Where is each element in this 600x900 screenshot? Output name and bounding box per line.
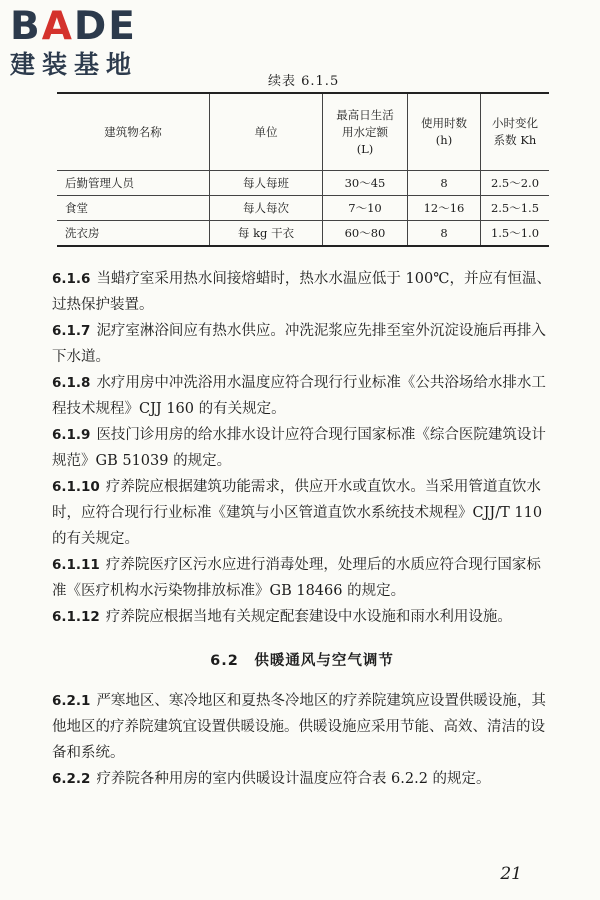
clause [52,688,552,766]
header-line: (L) [356,141,374,156]
clause [52,266,552,318]
building-name-cell: 洗衣房 [57,221,210,247]
clause [52,318,552,370]
clause-text: 疗养院应根据当地有关规定配套建设中水设施和雨水利用设施。 [105,609,512,625]
clause-text: 当蜡疗室采用热水间接熔蜡时，热水水温应低于 100℃，并应有恒温、过热保护装置。 [52,271,551,313]
logo-subtitle: 建装基地 [10,50,139,79]
clause-number: 6.1.9 [52,427,91,443]
header-line: 小时变化 [492,116,538,130]
building-name-cell: 食堂 [57,196,210,221]
header-cell [57,93,210,171]
clause-number: 6.1.6 [52,271,91,287]
clause [52,552,552,604]
clause [52,370,552,422]
header-cell [210,93,323,171]
page-number: 21 [500,864,522,884]
table-row [57,221,549,247]
header-line: (h) [435,133,453,147]
clause-number: 6.1.10 [52,479,100,495]
clause-number: 6.1.8 [52,375,91,391]
coefficient-cell: 2.5～1.5 [481,196,550,221]
clause-text: 泥疗室淋浴间应有热水供应。冲洗泥浆应先排至室外沉淀设施后再排入下水道。 [52,323,546,365]
header-cell [481,93,550,171]
clause-text: 严寒地区、寒冷地区和夏热冬冷地区的疗养院建筑应设置供暖设施，其他地区的疗养院建筑宜设置供暖设施。供暖设施应采用节能、高效、清洁的设备和系统。 [52,693,546,761]
header-line: 系数 Kh [493,133,537,147]
clause [52,766,552,792]
header-cell [408,93,481,171]
hours-cell: 8 [408,171,481,196]
clause-number: 6.2.2 [52,771,91,787]
clause-number: 6.1.7 [52,323,91,339]
clause-text: 疗养院应根据建筑功能需求，供应开水或直饮水。当采用管道直饮水时，应符合现行行业标准《建筑与小区管道直饮水系统技术规程》CJJ/T 110 的有关规定。 [52,479,543,547]
section-title: 供暖通风与空气调节 [254,653,394,669]
clause-number: 6.1.11 [52,557,100,573]
unit-cell: 每人每次 [210,196,323,221]
logo-wordmark: BADE [10,4,137,49]
clause [52,474,552,552]
quota-cell: 60～80 [323,221,408,247]
hours-cell: 12～16 [408,196,481,221]
table-header-row [57,93,549,171]
header-line: 用水定额 [342,124,388,139]
quota-cell: 7～10 [323,196,408,221]
unit-cell: 每人每班 [210,171,323,196]
table-row [57,196,549,221]
water-quota-table [57,92,549,247]
section-heading [52,648,552,674]
table-row [57,171,549,196]
clause-text: 医技门诊用房的给水排水设计应符合现行国家标准《综合医院建筑设计规范》GB 51039 的规定。 [52,427,546,469]
hours-cell: 8 [408,221,481,247]
header-line: 单位 [254,124,278,139]
body-text [52,266,552,792]
clause-number: 6.1.12 [52,609,100,625]
building-name-cell: 后勤管理人员 [57,171,210,196]
brand-logo [10,6,180,80]
header-cell [323,93,408,171]
clause-text: 疗养院各种用房的室内供暖设计温度应符合表 6.2.2 的规定。 [96,771,491,787]
clause-text: 疗养院医疗区污水应进行消毒处理，处理后的水质应符合现行国家标准《医疗机构水污染物排放标准》GB 18466 的规定。 [52,557,541,599]
header-line: 使用时数 [421,116,467,130]
clause [52,422,552,474]
coefficient-cell: 1.5～1.0 [481,221,550,247]
coefficient-cell: 2.5～2.0 [481,171,550,196]
section-number: 6.2 [210,653,239,669]
unit-cell: 每 kg 干衣 [210,221,323,247]
header-line: 建筑物名称 [104,124,162,139]
table-caption: 续表 6.1.5 [268,74,340,89]
clause-text: 水疗用房中冲洗浴用水温度应符合现行行业标准《公共浴场给水排水工程技术规程》CJJ 160 的有关规定。 [52,375,546,417]
clause-number: 6.2.1 [52,693,91,709]
header-line: 最高日生活 [336,107,394,122]
clause [52,604,552,630]
quota-cell: 30～45 [323,171,408,196]
